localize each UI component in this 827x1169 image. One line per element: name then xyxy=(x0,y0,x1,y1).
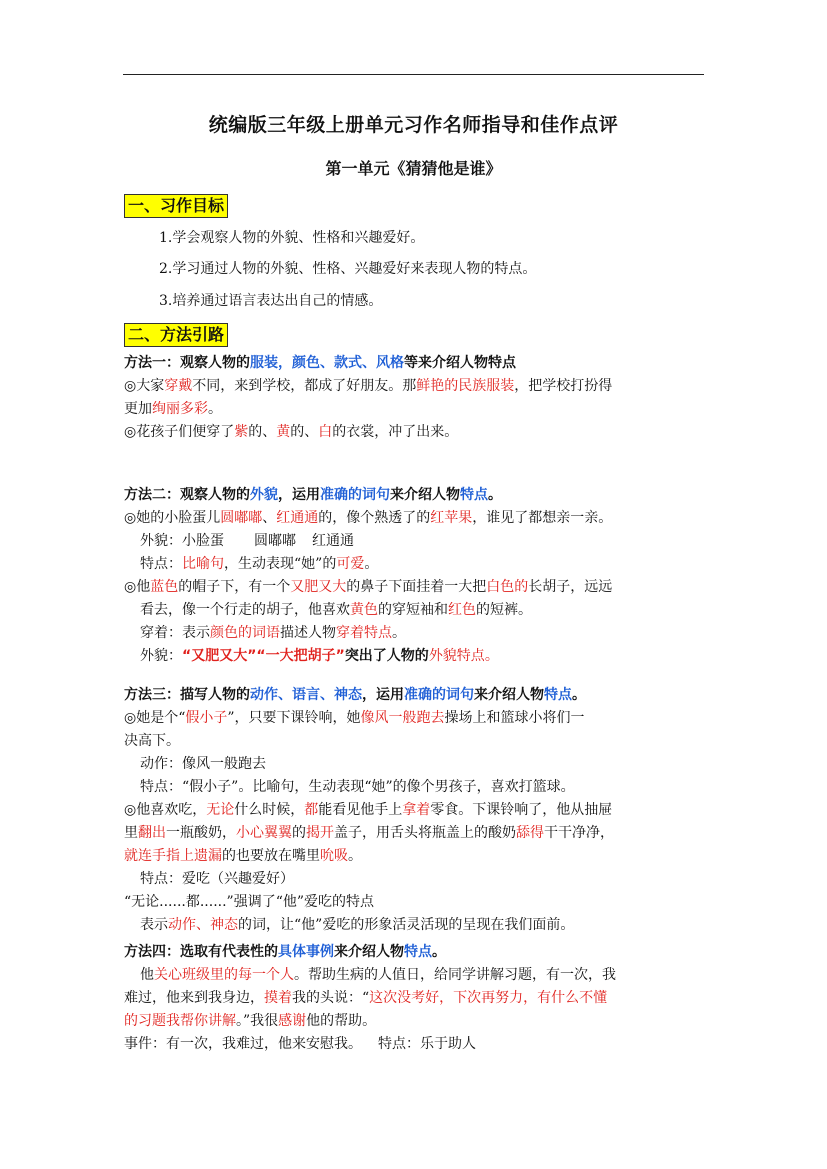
text: 零食。下课铃响了，他从抽屉 xyxy=(430,802,613,818)
text: 的鼻子下面挂着一大把 xyxy=(346,579,487,595)
highlight: 翻出 xyxy=(138,825,166,841)
document-title: 统编版三年级上册单元习作名师指导和佳作点评 xyxy=(208,114,619,136)
highlight: 感谢 xyxy=(278,1013,307,1029)
highlight: 红色 xyxy=(448,602,476,618)
highlight: 黄色 xyxy=(350,602,378,618)
text: 的、 xyxy=(248,424,277,440)
text: 。 xyxy=(348,848,362,864)
example-paragraph xyxy=(124,822,709,845)
text: 的，像个熟透了的 xyxy=(318,510,431,526)
highlight: 紫 xyxy=(234,424,249,440)
highlight: 就连手指上遗漏 xyxy=(124,848,222,864)
highlight: 红苹果 xyxy=(430,510,473,526)
analysis-line xyxy=(124,914,709,937)
heading-text: 等来介绍人物特点 xyxy=(404,355,516,371)
heading-text: 。 xyxy=(488,487,502,503)
analysis-line xyxy=(124,645,709,668)
highlight: 这次没考好，下次再努力，有什么不懂 xyxy=(369,990,608,1006)
method-2-heading xyxy=(124,484,709,507)
section-heading-goals: 一、习作目标 xyxy=(124,194,228,218)
highlight: 。 xyxy=(484,648,499,664)
text: 的 xyxy=(292,825,306,841)
example-paragraph xyxy=(124,576,709,599)
highlight: 揭开 xyxy=(306,825,334,841)
text: 更加 xyxy=(124,401,152,417)
heading-text: 。 xyxy=(572,687,586,703)
text: 的穿短袖和 xyxy=(378,602,448,618)
heading-highlight: 外貌 xyxy=(250,487,278,503)
highlight: 穿戴 xyxy=(164,378,193,394)
highlight: 舔得 xyxy=(516,825,544,841)
text: 盖子，用舌头将瓶盖上的酸奶 xyxy=(334,825,516,841)
highlight: 像风一般跑去 xyxy=(360,710,445,726)
heading-text: ，运用 xyxy=(362,687,404,703)
heading-highlight: 准确的词句 xyxy=(404,687,474,703)
document-subtitle: 第一单元《猜猜他是谁》 xyxy=(325,159,502,178)
text: 能看见他手上 xyxy=(318,802,403,818)
text: 什么时候， xyxy=(234,802,305,818)
method-2 xyxy=(124,484,709,668)
heading-text: 方法二：观察人物的 xyxy=(124,487,250,503)
text: 外貌： xyxy=(140,648,182,664)
heading-text: ，运用 xyxy=(278,487,320,503)
highlight: 白色的 xyxy=(486,579,529,595)
text: 特点： xyxy=(140,556,182,572)
highlight: 小心翼翼 xyxy=(236,825,292,841)
example-paragraph xyxy=(124,421,709,444)
heading-text: 来介绍人物 xyxy=(474,687,544,703)
heading-text: 方法四：选取有代表性的 xyxy=(124,944,278,960)
text: 操场上和篮球小将们一 xyxy=(444,710,585,726)
text: 长胡子，远远 xyxy=(528,579,613,595)
highlight: 外貌特点 xyxy=(428,648,485,664)
text: ◎他 xyxy=(124,579,151,595)
highlight: 摸着 xyxy=(264,990,292,1006)
example-paragraph: 决高下。 xyxy=(124,733,180,749)
header-rule xyxy=(123,74,704,75)
text: 的衣裳，冲了出来。 xyxy=(332,424,459,440)
text: ，把学校打扮得 xyxy=(514,378,613,394)
example-paragraph xyxy=(124,507,709,530)
example-paragraph xyxy=(124,964,709,987)
text: 外貌： xyxy=(140,533,182,549)
text: 里 xyxy=(124,825,138,841)
highlight: “一大把胡子” xyxy=(256,648,345,664)
heading-text: 方法一：观察人物的 xyxy=(124,355,250,371)
example-paragraph xyxy=(124,398,709,421)
analysis-line: 特点：“假小子”。比喻句，生动表现“她”的像个男孩子，喜欢打篮球。 xyxy=(140,779,575,795)
highlight: 鲜艳的民族服装 xyxy=(416,378,515,394)
text: 。”我很 xyxy=(236,1013,279,1029)
text: ，生动表现“她”的 xyxy=(224,556,337,572)
highlight: 穿着特点 xyxy=(336,625,392,641)
text: ◎她的小脸蛋儿 xyxy=(124,510,221,526)
highlight: “又肥又大” xyxy=(182,648,257,664)
text: 小脸蛋 xyxy=(182,533,224,549)
example-paragraph xyxy=(124,707,709,730)
heading-text: 来介绍人物 xyxy=(390,487,460,503)
text: 圆嘟嘟 xyxy=(254,533,296,549)
text: ◎他喜欢吃， xyxy=(124,802,207,818)
text: 穿着：表示 xyxy=(140,625,210,641)
method-4-heading xyxy=(124,941,709,964)
highlight: 无论 xyxy=(206,802,235,818)
highlight: 吮吸 xyxy=(320,848,348,864)
text: 表示 xyxy=(140,917,168,933)
text: 我的头说：“ xyxy=(292,990,370,1006)
highlight: 假小子 xyxy=(185,710,228,726)
goal-item: 3.培养通过语言表达出自己的情感。 xyxy=(159,293,383,309)
analysis-line: 特点：爱吃（兴趣爱好） xyxy=(140,871,294,887)
text: ◎她是个“ xyxy=(124,710,186,726)
text: 。 xyxy=(208,401,222,417)
example-paragraph xyxy=(124,987,709,1010)
text: 。 xyxy=(364,556,379,572)
goal-item: 2.学习通过人物的外貌、性格、兴趣爱好来表现人物的特点。 xyxy=(159,261,537,277)
heading-text: 。 xyxy=(432,944,446,960)
text: 特点：乐于助人 xyxy=(378,1036,476,1052)
text: 难过，他来到我身边， xyxy=(124,990,264,1006)
heading-text: 方法三：描写人物的 xyxy=(124,687,250,703)
text: 描述人物 xyxy=(280,625,336,641)
text: 的也要放在嘴里 xyxy=(222,848,320,864)
text: ◎花孩子们便穿了 xyxy=(124,424,235,440)
heading-highlight: 特点 xyxy=(544,687,572,703)
highlight: 动作、神态 xyxy=(168,917,238,933)
highlight: 比喻句 xyxy=(182,556,224,572)
analysis-line xyxy=(124,1033,709,1056)
analysis-line xyxy=(124,530,709,553)
text: ◎大家 xyxy=(124,378,165,394)
highlight: 的习题我帮你讲解 xyxy=(124,1013,236,1029)
example-paragraph xyxy=(124,375,709,398)
highlight: 又肥又大 xyxy=(290,579,347,595)
text: 事件：有一次，我难过，他来安慰我。 xyxy=(124,1036,362,1052)
heading-highlight: 准确的词句 xyxy=(320,487,390,503)
highlight: 颜色的词语 xyxy=(210,625,280,641)
method-3 xyxy=(124,684,709,937)
section-heading-methods: 二、方法引路 xyxy=(124,323,228,347)
text: 一瓶酸奶， xyxy=(166,825,236,841)
heading-text: 来介绍人物 xyxy=(334,944,404,960)
highlight: 可爱 xyxy=(336,556,365,572)
highlight: 白 xyxy=(318,424,333,440)
text: 干干净净， xyxy=(544,825,614,841)
highlight: 黄 xyxy=(276,424,291,440)
heading-highlight: 特点 xyxy=(404,944,432,960)
text: 、 xyxy=(262,510,277,526)
highlight: 拿着 xyxy=(402,802,431,818)
highlight: 都 xyxy=(304,802,319,818)
example-paragraph xyxy=(124,599,709,622)
text: 红通通 xyxy=(312,533,354,549)
analysis-line xyxy=(124,553,709,576)
text: 的帽子下，有一个 xyxy=(178,579,291,595)
analysis-line xyxy=(124,622,709,645)
example-paragraph xyxy=(124,799,709,822)
text: 不同，来到学校，都成了好朋友。那 xyxy=(192,378,417,394)
text: ”，只要下课铃响，她 xyxy=(227,710,361,726)
text: 看去，像一个行走的胡子，他喜欢 xyxy=(140,602,350,618)
analysis-line: “无论......都......”强调了“他”爱吃的特点 xyxy=(124,894,375,910)
text: 他 xyxy=(140,967,154,983)
heading-highlight: 特点 xyxy=(460,487,488,503)
method-1-heading xyxy=(124,352,709,375)
highlight: 关心班级里的每一个人 xyxy=(154,967,294,983)
goal-item: 1.学会观察人物的外貌、性格和兴趣爱好。 xyxy=(159,230,425,246)
method-4 xyxy=(124,941,709,1056)
analysis-line: 动作：像风一般跑去 xyxy=(140,756,266,772)
highlight: 蓝色 xyxy=(150,579,179,595)
highlight: 圆嘟嘟 xyxy=(220,510,263,526)
text: 的、 xyxy=(290,424,319,440)
text: 突出了人物的 xyxy=(344,648,429,664)
heading-highlight: 动作、语言、神态 xyxy=(250,687,362,703)
text: 。 xyxy=(392,625,406,641)
method-3-heading xyxy=(124,684,709,707)
text: 。帮助生病的人值日，给同学讲解习题，有一次，我 xyxy=(294,967,616,983)
method-1 xyxy=(124,352,709,444)
text: 他的帮助。 xyxy=(306,1013,377,1029)
highlight: 红通通 xyxy=(276,510,319,526)
highlight: 绚丽多彩 xyxy=(152,401,208,417)
example-paragraph xyxy=(124,1010,709,1033)
example-paragraph xyxy=(124,845,709,868)
text: 的词，让“他”爱吃的形象活灵活现的呈现在我们面前。 xyxy=(238,917,575,933)
text: 的短裤。 xyxy=(476,602,532,618)
heading-highlight: 服装，颜色、款式、风格 xyxy=(250,355,404,371)
text: ，谁见了都想亲一亲。 xyxy=(472,510,613,526)
heading-highlight: 具体事例 xyxy=(278,944,334,960)
